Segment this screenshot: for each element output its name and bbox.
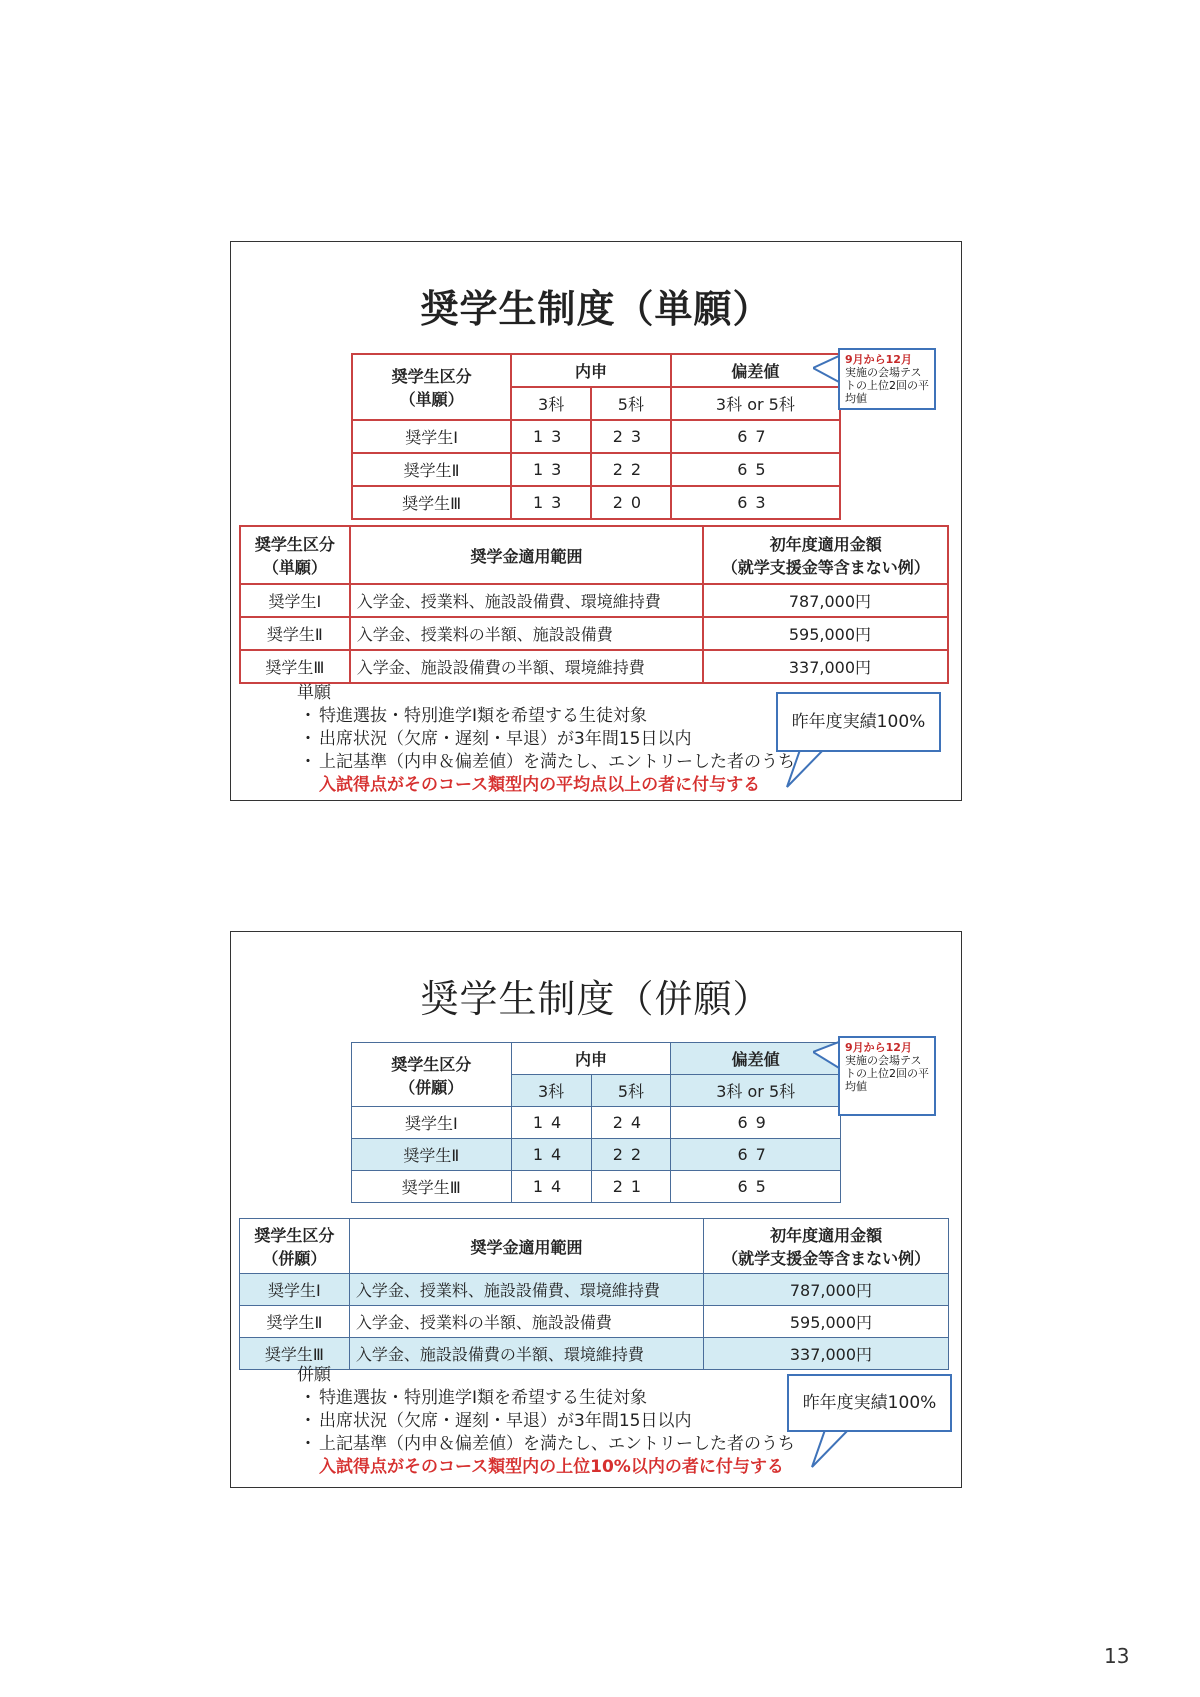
table-row <box>240 584 948 617</box>
scope-table <box>239 1218 949 1370</box>
row-label: 奨学生Ⅱ <box>240 617 350 650</box>
row-label: 奨学生Ⅲ <box>240 1338 350 1370</box>
cell-5ka: 23 <box>591 420 671 453</box>
note-text: 出席状況（欠席・遅刻・早退）が3年間15日以内 <box>319 729 692 749</box>
row-label: 奨学生Ⅱ <box>352 453 511 486</box>
cell-hensachi: 65 <box>671 1171 841 1203</box>
cell-scope: 入学金、授業料の半額、施設設備費 <box>350 617 704 650</box>
callout-test-note <box>838 348 936 410</box>
list-item <box>297 1433 795 1456</box>
cell-5ka: 22 <box>591 1139 671 1171</box>
header-subtext: （併願） <box>399 1077 464 1097</box>
callout-tail-big <box>806 1427 866 1477</box>
note-text: 特進選抜・特別進学Ⅰ類を希望する生徒対象 <box>319 706 648 726</box>
list-item <box>297 751 795 774</box>
callout-test-note <box>838 1036 936 1116</box>
header-text: 奨学生区分 <box>391 1054 472 1074</box>
bullet-icon: ・ <box>299 1411 317 1431</box>
criteria-header-3ka: 3科 <box>511 1075 591 1107</box>
cell-scope: 入学金、施設設備費の半額、環境維持費 <box>350 650 704 683</box>
slide-combined-application <box>230 931 962 1488</box>
callout-red-text: 9月から12月 <box>845 1041 912 1054</box>
row-label: 奨学生Ⅲ <box>352 1171 512 1203</box>
row-label: 奨学生Ⅱ <box>240 1306 350 1338</box>
criteria-header-hensachi: 偏差値 <box>671 354 840 387</box>
cell-hensachi: 67 <box>671 420 840 453</box>
header-subtext: （併願） <box>262 1249 327 1268</box>
cell-3ka: 14 <box>511 1139 591 1171</box>
criteria-header-3ka: 3科 <box>511 387 591 420</box>
criteria-header-category <box>352 354 511 420</box>
cell-amount: 337,000円 <box>704 1338 949 1370</box>
cell-hensachi: 65 <box>671 453 840 486</box>
cell-hensachi: 69 <box>671 1107 841 1139</box>
header-text: 初年度適用金額 <box>769 535 882 554</box>
scope-header-amount <box>704 1219 949 1274</box>
header-text: 初年度適用金額 <box>770 1226 883 1245</box>
criteria-header-3or5: 3科 or 5科 <box>671 1075 841 1107</box>
criteria-header-3or5: 3科 or 5科 <box>671 387 840 420</box>
notes-heading: 併願 <box>297 1365 331 1385</box>
callout-record: 昨年度実績100% <box>776 692 941 752</box>
list-item <box>297 1387 795 1410</box>
notes-heading: 単願 <box>297 683 331 703</box>
header-subtext: （単願） <box>262 558 327 577</box>
header-subtext: （就学支援金等含まない例） <box>722 1249 931 1268</box>
criteria-header-category <box>352 1043 512 1107</box>
callout-text: 実施の会場テストの上位2回の平均値 <box>845 1054 929 1093</box>
award-condition-text: 入試得点がそのコース類型内の平均点以上の者に付与する <box>319 775 761 795</box>
note-text: 上記基準（内申＆偏差値）を満たし、エントリーした者のうち <box>319 752 795 772</box>
cell-scope: 入学金、施設設備費の半額、環境維持費 <box>349 1338 703 1370</box>
note-text: 特進選抜・特別進学Ⅰ類を希望する生徒対象 <box>319 1388 648 1408</box>
list-item <box>297 705 795 728</box>
table-row <box>352 1139 841 1171</box>
scope-header-category <box>240 526 350 584</box>
note-text: 出席状況（欠席・遅刻・早退）が3年間15日以内 <box>319 1411 692 1431</box>
header-text: 奨学生区分 <box>391 367 472 386</box>
header-text: 奨学生区分 <box>254 1226 335 1245</box>
callout-tail-big <box>781 747 841 797</box>
table-row <box>240 650 948 683</box>
scope-table <box>239 525 949 684</box>
bullet-icon: ・ <box>299 729 317 749</box>
note-text: 上記基準（内申＆偏差値）を満たし、エントリーした者のうち <box>319 1434 795 1454</box>
table-row <box>240 1306 949 1338</box>
table-row <box>240 1274 949 1306</box>
row-label: 奨学生Ⅰ <box>352 1107 512 1139</box>
slide-single-application <box>230 241 962 801</box>
cell-3ka: 14 <box>511 1171 591 1203</box>
callout-red-text: 9月から12月 <box>845 353 912 366</box>
row-label: 奨学生Ⅱ <box>352 1139 512 1171</box>
cell-5ka: 21 <box>591 1171 671 1203</box>
notes-block <box>297 1364 795 1479</box>
table-row <box>240 617 948 650</box>
bullet-icon: ・ <box>299 706 317 726</box>
slide-title: 奨学生制度（単願） <box>420 287 772 331</box>
cell-5ka: 24 <box>591 1107 671 1139</box>
table-row <box>352 486 840 519</box>
row-label: 奨学生Ⅰ <box>352 420 511 453</box>
callout-text: 実施の会場テストの上位2回の平均値 <box>845 366 929 405</box>
cell-amount: 787,000円 <box>703 584 948 617</box>
scope-header-amount <box>703 526 948 584</box>
table-row <box>352 420 840 453</box>
list-item <box>297 728 795 751</box>
cell-scope: 入学金、授業料、施設設備費、環境維持費 <box>350 584 704 617</box>
list-item <box>297 1410 795 1433</box>
cell-3ka: 13 <box>511 486 591 519</box>
callout-record: 昨年度実績100% <box>787 1374 952 1432</box>
bullet-icon: ・ <box>299 1388 317 1408</box>
row-label: 奨学生Ⅰ <box>240 584 350 617</box>
cell-3ka: 13 <box>511 420 591 453</box>
header-subtext: （単願） <box>399 390 464 409</box>
criteria-table <box>351 353 841 520</box>
criteria-header-5ka: 5科 <box>591 387 671 420</box>
table-row <box>352 1107 841 1139</box>
criteria-header-naishin: 内申 <box>511 1043 671 1075</box>
cell-3ka: 14 <box>511 1107 591 1139</box>
criteria-header-5ka: 5科 <box>591 1075 671 1107</box>
table-row <box>352 1171 841 1203</box>
row-label: 奨学生Ⅲ <box>240 650 350 683</box>
bullet-icon: ・ <box>299 752 317 772</box>
slide-title: 奨学生制度（併願） <box>420 977 772 1021</box>
table-row <box>352 453 840 486</box>
notes-block <box>297 682 795 797</box>
criteria-header-naishin: 内申 <box>511 354 671 387</box>
row-label: 奨学生Ⅰ <box>240 1274 350 1306</box>
cell-5ka: 22 <box>591 453 671 486</box>
scope-header-category <box>240 1219 350 1274</box>
criteria-table <box>351 1042 841 1203</box>
cell-amount: 337,000円 <box>703 650 948 683</box>
bullet-icon: ・ <box>299 1434 317 1454</box>
cell-5ka: 20 <box>591 486 671 519</box>
scope-header-range: 奨学金適用範囲 <box>350 526 704 584</box>
cell-scope: 入学金、授業料、施設設備費、環境維持費 <box>349 1274 703 1306</box>
scope-header-range: 奨学金適用範囲 <box>349 1219 703 1274</box>
row-label: 奨学生Ⅲ <box>352 486 511 519</box>
cell-hensachi: 67 <box>671 1139 841 1171</box>
page-number: 13 <box>1104 1644 1130 1668</box>
header-subtext: （就学支援金等含まない例） <box>721 558 930 577</box>
cell-amount: 595,000円 <box>703 617 948 650</box>
cell-hensachi: 63 <box>671 486 840 519</box>
cell-amount: 787,000円 <box>704 1274 949 1306</box>
cell-scope: 入学金、授業料の半額、施設設備費 <box>349 1306 703 1338</box>
award-condition-text: 入試得点がそのコース類型内の上位10%以内の者に付与する <box>319 1457 784 1477</box>
criteria-header-hensachi: 偏差値 <box>671 1043 841 1075</box>
cell-amount: 595,000円 <box>704 1306 949 1338</box>
header-text: 奨学生区分 <box>254 535 335 554</box>
cell-3ka: 13 <box>511 453 591 486</box>
